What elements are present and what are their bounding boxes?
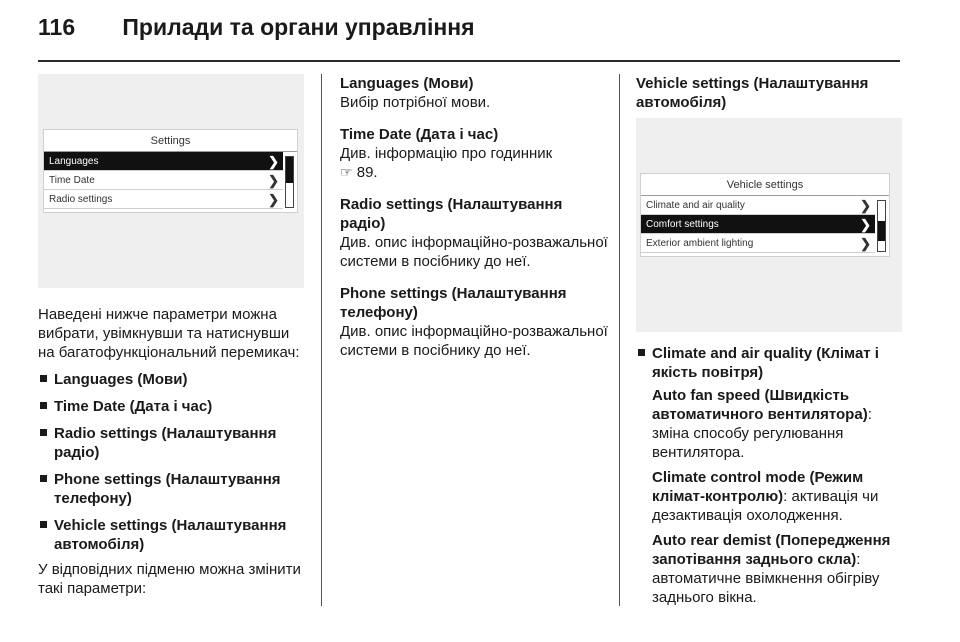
chevron-right-icon: ❯ xyxy=(860,217,871,232)
display-row-label: Time Date xyxy=(49,175,95,186)
list-item: Vehicle settings (Налаштування автомобіля) xyxy=(38,516,304,554)
entry-heading: Time Date (Дата і час) xyxy=(340,126,499,143)
scrollbar-thumb xyxy=(286,157,293,183)
subitem-desc: зміна способу регулювання вентилятора. xyxy=(652,425,844,461)
subitem-term: Auto fan speed (Швидкість автоматичного вентилятора) xyxy=(652,387,868,423)
column-right xyxy=(636,74,904,607)
section-heading: Vehicle settings (Налаштування автомобіля) xyxy=(636,75,869,111)
column-divider xyxy=(619,74,620,606)
subitem: Auto rear demist (Попередження запотівання заднього скла): автоматичне ввімкнення обігріву заднього вікна. xyxy=(652,532,891,606)
display-title: Settings xyxy=(44,130,297,152)
column-middle xyxy=(340,74,608,373)
entry-text: Див. опис інформаційно-розважальної системи в посібнику до неї. xyxy=(340,234,608,270)
display-row-time-date xyxy=(44,171,283,190)
vehicle-settings-display xyxy=(640,173,890,257)
subitem-term: Auto rear demist (Попередження запотівання заднього скла) xyxy=(652,532,891,568)
settings-screen-illustration xyxy=(38,74,304,288)
subitem-desc: активація чи дезактивація охолодження. xyxy=(652,488,879,524)
settings-display xyxy=(43,129,298,213)
entry-phone-settings xyxy=(340,284,608,360)
display-row-label: Climate and air quality xyxy=(646,200,745,211)
reference-page: 89. xyxy=(356,164,378,181)
page-number: 116 xyxy=(38,14,76,40)
chevron-right-icon: ❯ xyxy=(860,198,871,213)
display-title: Vehicle settings xyxy=(641,174,889,196)
reference-arrow-icon: ☞ xyxy=(340,164,353,180)
entry-text: Див. опис інформаційно-розважальної системи в посібнику до неї. xyxy=(340,323,608,359)
entry-heading: Radio settings (Налаштування радіо) xyxy=(340,196,563,232)
display-scrollbar xyxy=(877,200,886,252)
vehicle-settings-list xyxy=(636,344,904,382)
list-item: Climate and air quality (Клімат і якість повітря) xyxy=(636,344,904,382)
settings-list xyxy=(38,370,304,554)
entry-languages xyxy=(340,74,608,112)
subitem: Climate control mode (Режим клімат-контролю): активація чи дезактивація охолодження. xyxy=(652,469,879,524)
display-row-exterior xyxy=(641,234,875,253)
climate-subitems xyxy=(636,386,904,607)
chevron-right-icon: ❯ xyxy=(268,154,279,169)
display-row-radio-settings xyxy=(44,190,283,209)
entry-heading: Phone settings (Налаштування телефону) xyxy=(340,285,567,321)
page-title: Прилади та органи управління xyxy=(122,14,475,40)
column-left xyxy=(38,74,304,598)
subitem: Auto fan speed (Швидкість автоматичного вентилятора): зміна способу регулювання вентилятора. xyxy=(652,387,872,461)
display-row-comfort xyxy=(641,215,875,234)
header-rule xyxy=(38,60,900,62)
list-item: Time Date (Дата і час) xyxy=(38,397,304,416)
subitem-desc: автоматичне ввімкнення обігріву заднього вікна. xyxy=(652,570,880,606)
display-row-label: Comfort settings xyxy=(646,219,719,230)
scrollbar-thumb xyxy=(878,221,885,241)
page-header xyxy=(38,14,475,41)
outro-text: У відповідних підменю можна змінити такі параметри: xyxy=(38,561,301,597)
chevron-right-icon: ❯ xyxy=(860,236,871,251)
chevron-right-icon: ❯ xyxy=(268,192,279,207)
entry-text: Див. інформацію про годинник xyxy=(340,145,553,162)
entry-time-date xyxy=(340,125,608,182)
list-item: Radio settings (Налаштування радіо) xyxy=(38,424,304,462)
column-divider xyxy=(321,74,322,606)
display-row-label: Radio settings xyxy=(49,194,113,205)
page-reference xyxy=(340,163,608,182)
display-row-climate xyxy=(641,196,875,215)
display-row-label: Languages xyxy=(49,156,99,167)
list-item: Languages (Мови) xyxy=(38,370,304,389)
display-row-label: Exterior ambient lighting xyxy=(646,238,754,249)
display-row-languages xyxy=(44,152,283,171)
chevron-right-icon: ❯ xyxy=(268,173,279,188)
vehicle-settings-screen-illustration xyxy=(636,118,902,332)
entry-heading: Languages (Мови) xyxy=(340,75,474,92)
entry-text: Вибір потрібної мови. xyxy=(340,94,491,111)
subitem-term: Climate control mode (Режим клімат-контролю) xyxy=(652,469,864,505)
list-item: Phone settings (Налаштування телефону) xyxy=(38,470,304,508)
display-scrollbar xyxy=(285,156,294,208)
entry-radio-settings xyxy=(340,195,608,271)
intro-text: Наведені нижче параметри можна вибрати, увімкнувши та натиснувши на багатофункціональний перемикач: xyxy=(38,306,300,361)
